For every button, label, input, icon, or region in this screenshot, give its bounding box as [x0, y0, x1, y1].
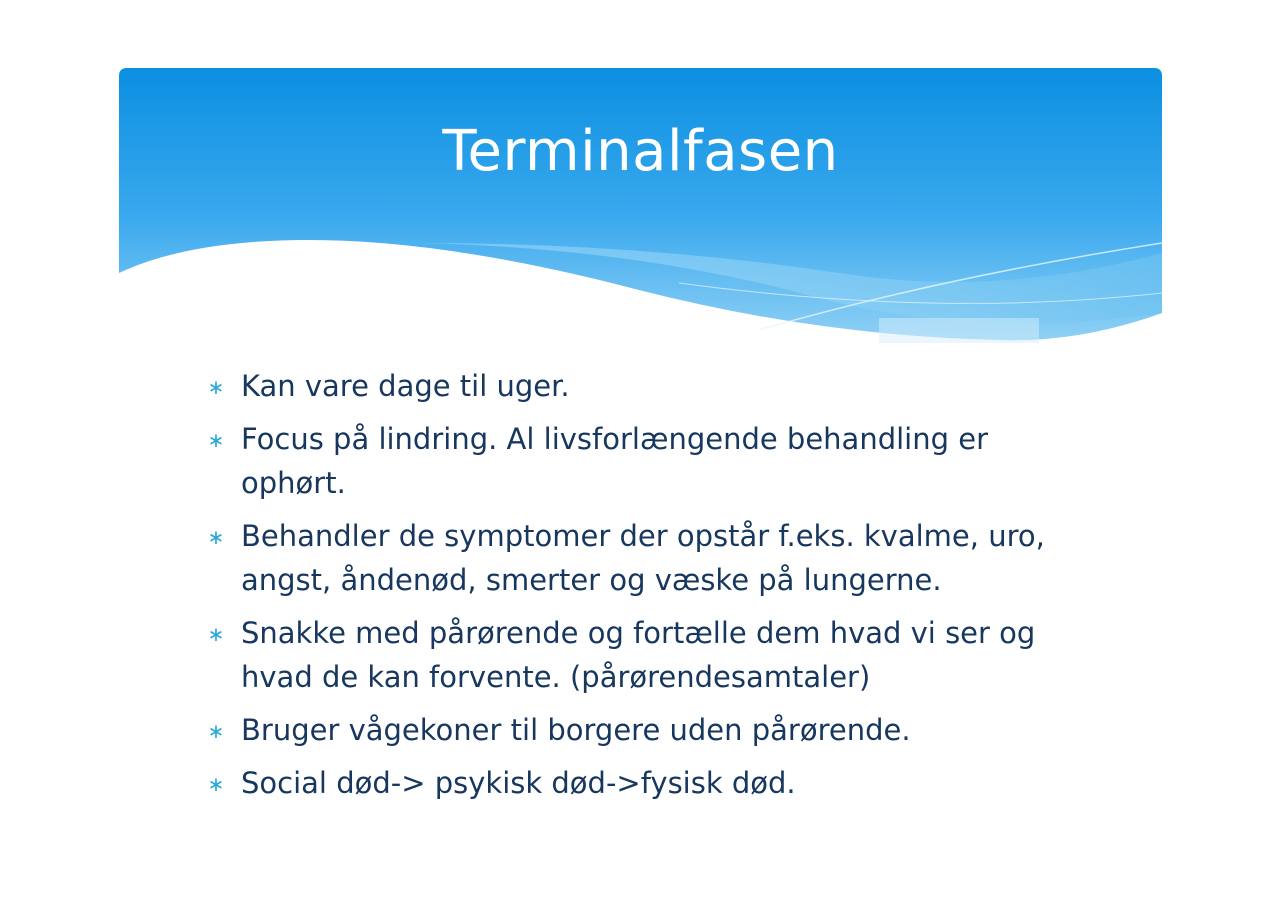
bullet-text: Snakke med pårørende og fortælle dem hvad vi ser og hvad de kan forvente. (pårørendesamtaler)	[241, 616, 1036, 694]
asterisk-bullet-icon: ∗	[207, 375, 225, 399]
bullet-text: Kan vare dage til uger.	[241, 369, 570, 403]
asterisk-bullet-icon: ∗	[207, 719, 225, 743]
list-item	[205, 417, 1085, 505]
header-wave-graphic	[119, 68, 1162, 358]
slide-title: Terminalfasen	[442, 119, 839, 184]
list-item	[205, 364, 1085, 408]
asterisk-bullet-icon: ∗	[207, 622, 225, 646]
bullet-list	[205, 364, 1085, 814]
asterisk-bullet-icon: ∗	[207, 525, 225, 549]
bullet-text: Focus på lindring. Al livsforlængende behandling er ophørt.	[241, 422, 989, 500]
bullet-text: Behandler de symptomer der opstår f.eks. kvalme, uro, angst, åndenød, smerter og væske på lungerne.	[241, 519, 1045, 597]
list-item	[205, 514, 1085, 602]
bullet-text: Social død-> psykisk død->fysisk død.	[241, 766, 796, 800]
asterisk-bullet-icon: ∗	[207, 772, 225, 796]
header-banner	[119, 68, 1162, 358]
bullet-text: Bruger vågekoner til borgere uden pårørende.	[241, 713, 911, 747]
list-item	[205, 708, 1085, 752]
list-item	[205, 761, 1085, 805]
list-item	[205, 611, 1085, 699]
asterisk-bullet-icon: ∗	[207, 428, 225, 452]
